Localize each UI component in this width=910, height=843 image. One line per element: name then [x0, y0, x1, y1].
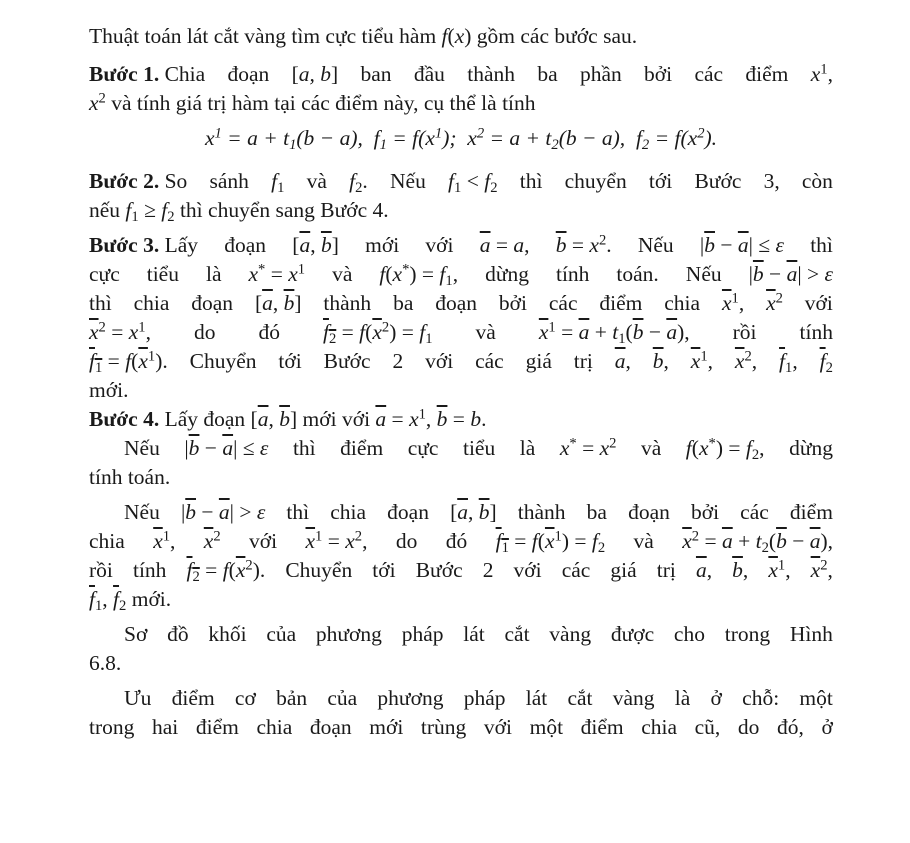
- step-3-line-4: $\overline{x}^2 = x^1$, do đó $f_2 = f(\overline{x}^2) = f_1$ và $\overline{x}^1 = \overline{a} + t_1(\overline{b} - \overline{a})$, rồi tính: [89, 319, 833, 348]
- step-3-line-6: mới.: [89, 378, 129, 402]
- paragraph-flowchart: [89, 620, 833, 678]
- step-4-line-1: Bước 4. Lấy đoạn [$\overline{a}$, $\overline{b}$] mới với $\overline{a} = x^1$, $\overline{b} = b$.: [89, 406, 487, 431]
- step-2-line-1: Bước 2. So sánh $f_1$ và $f_2$. Nếu $f_1 < f_2$ thì chuyển tới Bước 3, còn: [89, 169, 833, 197]
- step-3-label: Bước 3.: [89, 233, 160, 257]
- step-4-p2-line-3: rồi tính $f_2 = f(\overline{x}^2)$. Chuyển tới Bước 2 với các giá trị $\overline{a}$, $\overline{b}$, $\overline{x}^1$, $\overline{x}^2$,: [89, 557, 833, 586]
- step-4-p2-line-1: Nếu $|\overline{b} - \overline{a}| > \varepsilon$ thì chia đoạn [$\overline{a}$, $\overline{b}$] thành ba đoạn bởi các điểm: [124, 500, 833, 524]
- step-2: [89, 167, 833, 225]
- step-3-line-2: cực tiểu là $x^* = x^1$ và $f(x^*) = f_1$, dừng tính toán. Nếu $|\overline{b} - \overline{a}| > \varepsilon$: [89, 261, 833, 290]
- step-2-line-2: nếu $f_1 \ge f_2$ thì chuyển sang Bước 4.: [89, 198, 389, 226]
- step-2-label: Bước 2.: [89, 169, 160, 193]
- step-3-line-1: Bước 3. Lấy đoạn [$\overline{a}$, $\overline{b}$] mới với $\overline{a} = a$, $\overline{b} = x^2$. Nếu $|\overline{b} - \overline{a}| \le \varepsilon$ thì: [89, 232, 833, 257]
- step-3-line-5: $f_1 = f(\overline{x}^1)$. Chuyển tới Bước 2 với các giá trị $\overline{a}$, $\overline{b}$, $\overline{x}^1$, $\overline{x}^2$, $\overline{f}_1$, $\overline{f}_2$: [89, 348, 833, 377]
- paragraph-flowchart-line-1: Sơ đồ khối của phương pháp lát cắt vàng được cho trong Hình: [124, 622, 833, 646]
- step-1-line-1: Bước 1. Chia đoạn [a, b] ban đầu thành ba phần bởi các điểm $x^1$,: [89, 61, 833, 86]
- step-4-p1-line-2: tính toán.: [89, 465, 171, 489]
- step-1: [89, 60, 833, 161]
- document-page: [89, 22, 833, 742]
- step-4: [89, 405, 833, 614]
- step-1-label: Bước 1.: [89, 62, 160, 86]
- paragraph-flowchart-line-2: 6.8.: [89, 651, 122, 675]
- step-4-p1-line-1: Nếu $|\overline{b} - \overline{a}| \le \varepsilon$ thì điểm cực tiểu là $x^* = x^2$ và $f(x^*) = f_2$, dừng: [124, 435, 833, 464]
- step-4-label: Bước 4.: [89, 407, 160, 431]
- step-1-line-2: $x^2$ và tính giá trị hàm tại các điểm này, cụ thể là tính: [89, 90, 536, 115]
- step-4-p2-line-4: $\overline{f}_1$, $\overline{f}_2$ mới.: [89, 587, 172, 615]
- paragraph-advantage-line-2: trong hai điểm chia đoạn mới trùng với một điểm chia cũ, do đó, ở: [89, 715, 833, 739]
- step-3: [89, 231, 833, 405]
- paragraph-advantage: [89, 684, 833, 742]
- intro-line: Thuật toán lát cắt vàng tìm cực tiểu hàm f(x) gồm các bước sau.: [89, 24, 638, 48]
- step-4-p2-line-2: chia $\overline{x}^1$, $\overline{x}^2$ với $\overline{x}^1 = x^2$, do đó $f_1 = f(\overline{x}^1) = f_2$ và $\overline{x}^2 = \overline{a} + t_2(\overline{b} - \overline{a})$,: [89, 528, 833, 557]
- paragraph-advantage-line-1: Ưu điểm cơ bản của phương pháp lát cắt vàng là ở chỗ: một: [124, 686, 833, 710]
- step-1-formula: $x^1 = a + t_1(b - a)$, $f_1 = f(x^1)$; $x^2 = a + t_2(b - a)$, $f_2 = f(x^2)$.: [204, 125, 718, 154]
- step-3-line-3: thì chia đoạn [$\overline{a}$, $\overline{b}$] thành ba đoạn bởi các điểm chia $\overline{x}^1$, $\overline{x}^2$ với: [89, 290, 833, 315]
